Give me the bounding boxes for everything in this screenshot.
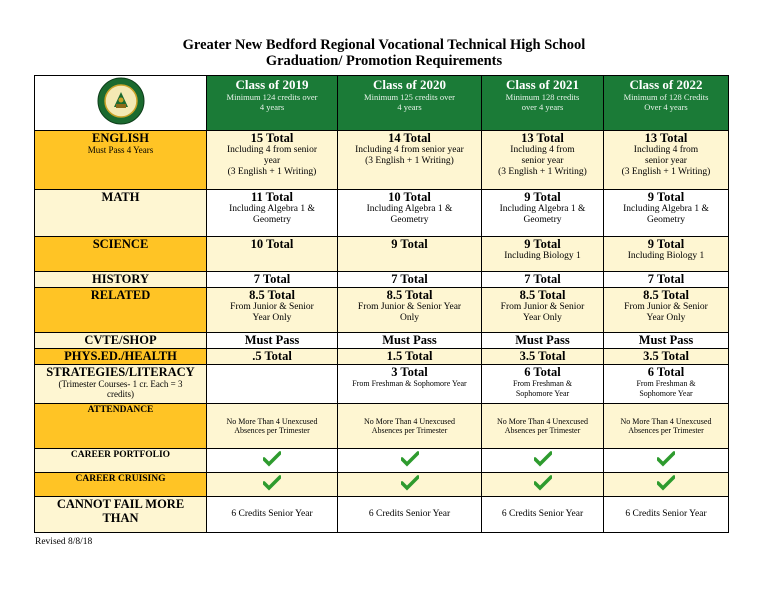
cell-english-2022	[604, 131, 729, 190]
row-label: ATTENDANCE	[87, 405, 154, 415]
cell-related-2022	[604, 288, 729, 333]
cell-note: Absences per Trimester	[234, 426, 310, 435]
cell-note: Year Only	[646, 313, 686, 323]
cell-strategies-2021	[482, 365, 604, 404]
label-science	[35, 237, 207, 272]
cell-related-2019	[207, 288, 338, 333]
row-label: CVTE/SHOP	[84, 333, 157, 347]
cell-note: Geometry	[253, 215, 291, 225]
cell-note: Including 4 from	[633, 145, 699, 155]
row-sublabel: (Trimester Courses- 1 cr. Each = 3	[58, 379, 183, 389]
school-name-title: Greater New Bedford Regional Vocational Technical High School	[182, 37, 586, 53]
logo-cell	[35, 76, 207, 131]
cell-note: Sophomore Year	[515, 388, 570, 398]
cell-cvte-2020	[338, 333, 482, 349]
requirement-text: Must Pass	[382, 333, 437, 347]
cell-note: (3 English + 1 Writing)	[621, 167, 711, 177]
credit-total: 8.5 Total	[249, 288, 295, 302]
cell-history-2022	[604, 272, 729, 288]
label-phys-ed-health	[35, 349, 207, 365]
credit-min-text: Minimum 128 credits	[505, 92, 580, 102]
cell-note: Including Algebra 1 &	[499, 204, 586, 214]
cell-note: (3 English + 1 Writing)	[365, 156, 454, 166]
class-year-label: Class of 2022	[629, 77, 703, 92]
credit-total: 7 Total	[524, 272, 561, 286]
cell-history-2019	[207, 272, 338, 288]
cell-attendance-2019	[207, 404, 338, 449]
cell-note: Including 4 from senior	[227, 145, 317, 155]
cell-note: Year Only	[252, 313, 292, 323]
cell-note: Geometry	[390, 215, 429, 225]
row-career-cruising	[35, 473, 729, 497]
credit-years-text: over 4 years	[521, 102, 564, 112]
cell-history-2020	[338, 272, 482, 288]
label-strategies-literacy	[35, 365, 207, 404]
cell-note: From Junior & Senior	[500, 302, 585, 312]
cell-note: Geometry	[523, 215, 562, 225]
column-header-2020	[338, 76, 482, 131]
label-cvte-shop	[35, 333, 207, 349]
cell-note: Only	[400, 313, 419, 323]
cell-note: From Freshman &	[512, 379, 573, 388]
cell-note: From Junior & Senior Year	[357, 302, 462, 312]
row-phys-ed-health	[35, 349, 729, 365]
row-attendance	[35, 404, 729, 449]
requirements-table	[34, 75, 729, 533]
cell-note: year	[263, 156, 281, 166]
cell-note: From Junior & Senior	[624, 302, 708, 312]
requirement-text: 6 Credits Senior Year	[368, 509, 451, 519]
checkmark-icon	[401, 451, 419, 467]
cell-cannotfail-2021	[482, 497, 604, 533]
cell-attendance-2020	[338, 404, 482, 449]
column-header-2022	[604, 76, 729, 131]
credit-total: 9 Total	[524, 190, 561, 204]
row-math	[35, 190, 729, 237]
credit-years-text: 4 years	[259, 102, 285, 112]
row-sublabel: Must Pass 4 Years	[87, 145, 154, 155]
cell-math-2019	[207, 190, 338, 237]
revision-date: Revised 8/8/18	[35, 537, 93, 547]
credit-total: 13 Total	[644, 131, 688, 145]
label-math	[35, 190, 207, 237]
checkmark-icon	[401, 475, 419, 491]
cell-english-2021	[482, 131, 604, 190]
cell-cvte-2019	[207, 333, 338, 349]
cell-english-2020	[338, 131, 482, 190]
cell-phys-2022	[604, 349, 729, 365]
cell-related-2020	[338, 288, 482, 333]
credit-total: 9 Total	[391, 237, 428, 251]
requirement-text: Must Pass	[244, 333, 300, 347]
column-header-2021	[482, 76, 604, 131]
checkmark-icon	[534, 475, 552, 491]
label-attendance	[35, 404, 207, 449]
cell-note: No More Than 4 Unexcused	[226, 416, 318, 426]
credit-total: 15 Total	[250, 131, 294, 145]
label-career-portfolio	[35, 449, 207, 473]
cell-strategies-2022	[604, 365, 729, 404]
checkmark-icon	[263, 451, 281, 467]
cell-attendance-2022	[604, 404, 729, 449]
cell-note: Including Algebra 1 &	[623, 204, 709, 214]
checkmark-icon	[534, 451, 552, 467]
requirement-text: Must Pass	[515, 333, 570, 347]
cell-related-2021	[482, 288, 604, 333]
cell-cruising-2019	[207, 473, 338, 497]
cell-math-2020	[338, 190, 482, 237]
credit-total: 10 Total	[250, 237, 294, 251]
cell-note: From Junior & Senior	[230, 302, 314, 312]
row-sublabel: credits)	[107, 389, 134, 399]
credit-total: 8.5 Total	[643, 288, 689, 302]
cell-phys-2019	[207, 349, 338, 365]
row-label: CANNOT FAIL MORE	[56, 497, 185, 511]
cell-note: Including Algebra 1 &	[366, 204, 453, 214]
cell-science-2020	[338, 237, 482, 272]
checkmark-icon	[657, 451, 675, 467]
row-label: STRATEGIES/LITERACY	[46, 365, 195, 379]
cell-portfolio-2019	[207, 449, 338, 473]
credit-total: 9 Total	[647, 237, 685, 251]
cell-science-2022	[604, 237, 729, 272]
cell-note: Including 4 from	[510, 145, 575, 155]
class-year-label: Class of 2020	[373, 77, 446, 92]
cell-note: Absences per Trimester	[371, 426, 448, 435]
document-subtitle: Graduation/ Promotion Requirements	[265, 53, 503, 69]
requirement-text: 6 Credits Senior Year	[501, 509, 584, 519]
cell-history-2021	[482, 272, 604, 288]
cell-english-2019	[207, 131, 338, 190]
credit-total: 9 Total	[647, 190, 685, 204]
cell-science-2019	[207, 237, 338, 272]
credit-years-text: Over 4 years	[644, 102, 688, 112]
credit-total: 14 Total	[388, 131, 431, 145]
credit-min-text: Minimum 124 credits over	[226, 92, 318, 102]
cell-note: senior year	[521, 156, 564, 166]
cell-note: (3 English + 1 Writing)	[498, 167, 587, 177]
credit-total: 8.5 Total	[519, 288, 566, 302]
cell-cannotfail-2022	[604, 497, 729, 533]
row-cvte-shop	[35, 333, 729, 349]
credit-total: 10 Total	[388, 190, 431, 204]
requirement-text: 6 Credits Senior Year	[231, 509, 313, 519]
cell-note: Including 4 from senior year	[355, 145, 464, 155]
cell-attendance-2021	[482, 404, 604, 449]
cell-science-2021	[482, 237, 604, 272]
cell-cvte-2022	[604, 333, 729, 349]
cell-note: Absences per Trimester	[628, 426, 704, 435]
row-label: MATH	[101, 190, 140, 204]
credit-total: 7 Total	[391, 272, 428, 286]
cell-cruising-2021	[482, 473, 604, 497]
row-related	[35, 288, 729, 333]
checkmark-icon	[263, 475, 281, 491]
label-related	[35, 288, 207, 333]
cell-portfolio-2022	[604, 449, 729, 473]
row-label: CAREER CRUISING	[75, 474, 166, 484]
cell-note: Including Algebra 1 &	[229, 204, 315, 214]
row-label: SCIENCE	[92, 237, 149, 251]
row-label: THAN	[102, 511, 139, 525]
cell-note: No More Than 4 Unexcused	[497, 416, 588, 426]
label-history	[35, 272, 207, 288]
cell-cannotfail-2019	[207, 497, 338, 533]
class-year-label: Class of 2019	[235, 77, 309, 92]
requirement-text: Must Pass	[638, 333, 694, 347]
column-header-2019	[207, 76, 338, 131]
row-english	[35, 131, 729, 190]
label-english	[35, 131, 207, 190]
cell-note: Sophomore Year	[639, 388, 693, 398]
cell-note: (3 English + 1 Writing)	[227, 167, 317, 177]
row-label: HISTORY	[92, 272, 149, 286]
cell-note: No More Than 4 Unexcused	[620, 416, 712, 426]
credit-total: .5 Total	[252, 349, 292, 363]
credit-min-text: Minimum of 128 Credits	[623, 92, 709, 102]
credit-total: 7 Total	[647, 272, 685, 286]
cell-portfolio-2020	[338, 449, 482, 473]
credit-total: 3 Total	[391, 365, 428, 379]
row-strategies-literacy	[35, 365, 729, 404]
cell-note: From Freshman & Sophomore Year	[352, 379, 467, 388]
cell-cruising-2022	[604, 473, 729, 497]
school-seal-icon	[96, 76, 146, 126]
credit-total: 6 Total	[524, 365, 561, 379]
cell-note: Year Only	[523, 313, 562, 323]
credit-total: 9 Total	[524, 237, 561, 251]
cell-strategies-2019	[207, 365, 338, 404]
row-science	[35, 237, 729, 272]
cell-phys-2020	[338, 349, 482, 365]
row-history	[35, 272, 729, 288]
cell-math-2021	[482, 190, 604, 237]
cell-strategies-2020	[338, 365, 482, 404]
cell-cruising-2020	[338, 473, 482, 497]
credit-min-text: Minimum 125 credits over	[364, 92, 455, 102]
header-row	[35, 76, 729, 131]
credit-total: 7 Total	[253, 272, 291, 286]
label-cannot-fail	[35, 497, 207, 533]
cell-cannotfail-2020	[338, 497, 482, 533]
cell-cvte-2021	[482, 333, 604, 349]
class-year-label: Class of 2021	[506, 77, 579, 92]
requirement-text: 6 Credits Senior Year	[625, 509, 707, 519]
row-label: CAREER PORTFOLIO	[70, 450, 171, 460]
cell-portfolio-2021	[482, 449, 604, 473]
credit-total: 11 Total	[250, 190, 294, 204]
cell-note: No More Than 4 Unexcused	[364, 416, 455, 426]
credit-total: 6 Total	[647, 365, 685, 379]
cell-note: Absences per Trimester	[504, 426, 581, 435]
credit-total: 8.5 Total	[386, 288, 433, 302]
cell-note: Including Biology 1	[504, 251, 581, 261]
cell-note: senior year	[645, 156, 687, 166]
checkmark-icon	[657, 475, 675, 491]
row-label: PHYS.ED./HEALTH	[64, 349, 177, 363]
credit-total: 1.5 Total	[386, 349, 433, 363]
credit-total: 13 Total	[521, 131, 564, 145]
cell-note: From Freshman &	[636, 379, 696, 388]
row-label: ENGLISH	[92, 131, 149, 145]
cell-note: Including Biology 1	[627, 251, 705, 261]
label-career-cruising	[35, 473, 207, 497]
row-cannot-fail	[35, 497, 729, 533]
cell-note: Geometry	[647, 215, 685, 225]
row-career-portfolio	[35, 449, 729, 473]
credit-total: 3.5 Total	[519, 349, 566, 363]
credit-years-text: 4 years	[397, 102, 422, 112]
credit-total: 3.5 Total	[643, 349, 689, 363]
row-label: RELATED	[90, 288, 151, 302]
cell-phys-2021	[482, 349, 604, 365]
cell-math-2022	[604, 190, 729, 237]
